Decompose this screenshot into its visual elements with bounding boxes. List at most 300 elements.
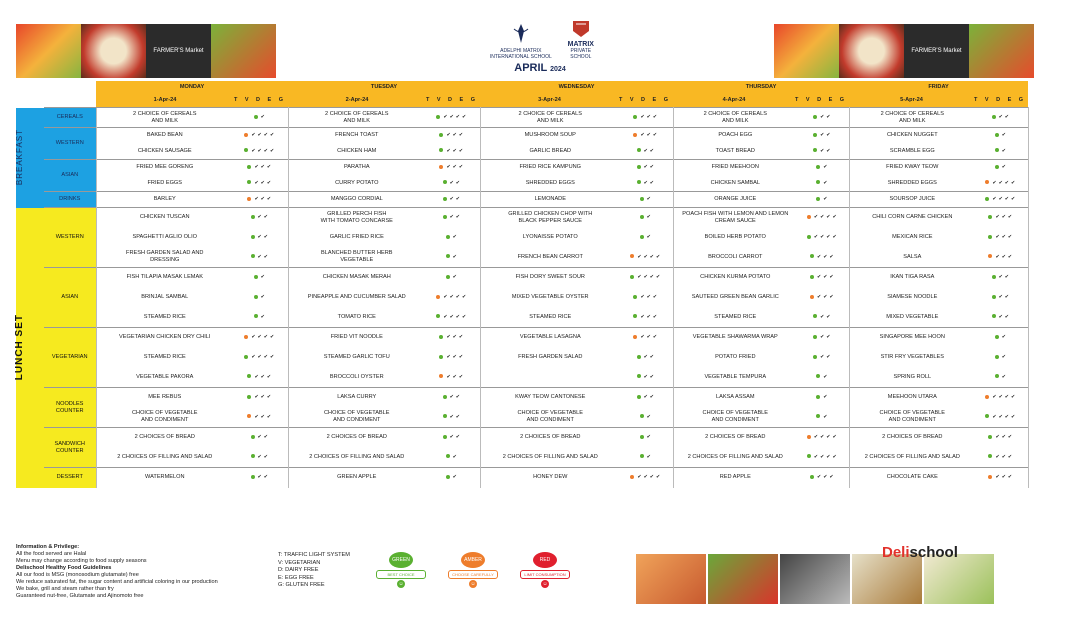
traffic-light-dot — [810, 475, 814, 479]
check-mark-icon: ✔ — [820, 114, 825, 120]
check-mark-icon: ✔ — [637, 274, 642, 281]
traffic-light-dot — [443, 435, 447, 439]
dish-name: SPRING ROLL — [849, 368, 975, 388]
dietary-tags — [620, 368, 673, 388]
menu-table — [16, 81, 1029, 488]
dietary-tags — [620, 128, 673, 144]
check-mark-icon: ✔ — [1004, 179, 1009, 186]
traffic-light-dot — [985, 180, 989, 184]
check-mark-icon: ✔ — [1011, 179, 1016, 186]
check-mark-icon: ✔ — [649, 394, 654, 401]
traffic-light-dot — [813, 133, 817, 137]
date-header — [849, 93, 1028, 108]
check-mark-icon: ✔ — [458, 354, 464, 360]
dietary-tags — [425, 308, 480, 328]
dish-name: 2 CHOICE OF CEREALS AND MILK — [480, 108, 620, 128]
dish-name: STEAMED RICE — [96, 308, 233, 328]
traffic-light-dot — [446, 235, 450, 239]
check-mark-icon: ✔ — [452, 274, 457, 281]
dish-name: SPAGHETTI AGLIO OLIO — [96, 228, 233, 248]
check-mark-icon: ✔ — [446, 132, 451, 139]
traffic-light-dot — [992, 275, 996, 279]
dish-name: VEGETABLE SHAWARMA WRAP — [673, 328, 797, 348]
check-mark-icon: ✔ — [998, 196, 1003, 202]
dish-name: SCRAMBLE EGG — [849, 144, 975, 160]
date-header — [480, 93, 673, 108]
dietary-tags — [620, 308, 673, 328]
traffic-light-dot — [807, 454, 811, 458]
traffic-light-dot — [640, 197, 644, 201]
check-mark-icon: ✔ — [251, 147, 256, 154]
dish-name: MUSHROOM SOUP — [480, 128, 620, 144]
date-header — [673, 93, 849, 108]
check-mark-icon: ✔ — [455, 434, 460, 441]
check-mark-icon: ✔ — [640, 294, 645, 300]
dietary-tags — [620, 192, 673, 208]
traffic-light-dot — [816, 197, 820, 201]
dietary-tags — [620, 176, 673, 192]
traffic-light-dot — [633, 133, 637, 137]
dish-name: MEXICAN RICE — [849, 228, 975, 248]
light-badge: RED — [533, 552, 557, 568]
check-mark-icon: ✔ — [449, 413, 454, 420]
traffic-light-dot — [995, 165, 999, 169]
traffic-light-dot — [816, 374, 820, 378]
check-mark-icon: ✔ — [649, 354, 654, 360]
check-mark-icon: ✔ — [1004, 313, 1009, 320]
dietary-tags — [797, 408, 849, 428]
check-mark-icon: ✔ — [640, 313, 645, 320]
traffic-light-dot — [247, 374, 251, 378]
smiley-icon: ☺ — [542, 581, 548, 587]
check-mark-icon: ✔ — [655, 253, 661, 260]
dietary-tags — [797, 160, 849, 176]
check-mark-icon: ✔ — [832, 234, 837, 240]
check-mark-icon: ✔ — [452, 234, 457, 240]
dietary-tags — [975, 176, 1028, 192]
traffic-light-dot — [988, 454, 992, 458]
traffic-light-dot — [985, 197, 989, 201]
tag-columns-label: T V D E G — [618, 96, 672, 103]
check-mark-icon: ✔ — [1001, 373, 1006, 380]
category-label: ASIAN — [44, 268, 96, 328]
traffic-light-dot — [813, 115, 817, 119]
check-mark-icon: ✔ — [829, 274, 834, 281]
check-mark-icon: ✔ — [455, 413, 460, 420]
check-mark-icon: ✔ — [254, 196, 259, 202]
check-mark-icon: ✔ — [646, 313, 651, 320]
dish-name: BLANCHED BUTTER HERB VEGETABLE — [288, 248, 425, 268]
traffic-light-dot — [630, 475, 634, 479]
check-mark-icon: ✔ — [449, 394, 454, 401]
check-mark-icon: ✔ — [257, 474, 262, 481]
check-mark-icon: ✔ — [263, 253, 268, 260]
traffic-light-dot — [988, 435, 992, 439]
traffic-light-dot — [637, 374, 641, 378]
traffic-light-dot — [244, 133, 248, 137]
traffic-light-red — [520, 552, 570, 588]
dietary-tags — [975, 288, 1028, 308]
traffic-light-dot — [995, 374, 999, 378]
dietary-tags — [233, 288, 288, 308]
check-mark-icon: ✔ — [820, 132, 825, 139]
category-label: NOODLES COUNTER — [44, 388, 96, 428]
check-mark-icon: ✔ — [649, 274, 654, 281]
check-mark-icon: ✔ — [813, 214, 819, 221]
dish-name: 2 CHOICES OF BREAD — [480, 428, 620, 448]
check-mark-icon: ✔ — [452, 147, 457, 154]
check-mark-icon: ✔ — [1004, 274, 1009, 281]
check-mark-icon: ✔ — [266, 413, 272, 420]
check-mark-icon: ✔ — [829, 474, 834, 481]
dietary-tags — [425, 348, 480, 368]
traffic-light-dot — [816, 395, 820, 399]
check-mark-icon: ✔ — [449, 196, 454, 202]
check-mark-icon: ✔ — [260, 294, 265, 300]
dish-name: LAKSA ASSAM — [673, 388, 797, 408]
dietary-tags — [620, 108, 673, 128]
traffic-light-dot — [439, 355, 443, 359]
tag-columns-label: T V D E G — [973, 96, 1027, 103]
check-mark-icon: ✔ — [257, 354, 262, 360]
dietary-tags — [975, 208, 1028, 228]
check-mark-icon: ✔ — [640, 114, 645, 120]
school-branding — [484, 24, 596, 74]
check-mark-icon: ✔ — [646, 214, 651, 221]
dietary-tags — [620, 248, 673, 268]
check-mark-icon: ✔ — [826, 453, 831, 460]
traffic-light-dot — [443, 414, 447, 418]
check-mark-icon: ✔ — [251, 354, 256, 360]
dish-name: MIXED VEGETABLE — [849, 308, 975, 328]
dietary-tags — [975, 128, 1028, 144]
dietary-tags — [233, 208, 288, 228]
check-mark-icon: ✔ — [263, 132, 268, 139]
dish-name: PARATHA — [288, 160, 425, 176]
check-mark-icon: ✔ — [269, 334, 275, 341]
check-mark-icon: ✔ — [452, 132, 457, 139]
traffic-light-dot — [813, 148, 817, 152]
dietary-tags — [797, 176, 849, 192]
check-mark-icon: ✔ — [449, 214, 454, 221]
check-mark-icon: ✔ — [455, 394, 460, 401]
traffic-light-dot — [254, 314, 258, 318]
dish-name: POTATO FRIED — [673, 348, 797, 368]
traffic-light-dot — [813, 335, 817, 339]
date-header — [96, 93, 288, 108]
tag-legend: T: TRAFFIC LIGHT SYSTEM V: VEGETARIAN D: DAIRY FREE E: EGG FREE G: GLUTEN FREE — [278, 552, 350, 588]
dish-name: CHILI CORN CARNE CHICKEN — [849, 208, 975, 228]
information-panel: Information & Privilege: All the food served are Halal Menu may change according to food supply seasons Delischool Healthy Food Guidelines All our food is MSG (monosodium glutamate) free We reduce saturated fat, the sugar content and artificial coloring in our production We bake, grill and steam rather than fry Guaranteed nut-free, Glutamate and Ajinomoto free — [16, 544, 218, 599]
check-mark-icon: ✔ — [998, 413, 1003, 420]
check-mark-icon: ✔ — [449, 294, 454, 300]
traffic-light-dot — [244, 355, 248, 359]
check-mark-icon: ✔ — [1007, 214, 1013, 221]
dietary-tags — [797, 308, 849, 328]
day-header: MONDAY — [96, 81, 288, 93]
check-mark-icon: ✔ — [826, 214, 831, 221]
category-label: DESSERT — [44, 468, 96, 488]
check-mark-icon: ✔ — [452, 334, 457, 341]
check-mark-icon: ✔ — [649, 253, 654, 260]
check-mark-icon: ✔ — [260, 373, 265, 380]
traffic-light-dot — [633, 295, 637, 299]
check-mark-icon: ✔ — [823, 196, 828, 202]
check-mark-icon: ✔ — [1004, 294, 1009, 300]
check-mark-icon: ✔ — [1004, 196, 1009, 202]
traffic-light-dot — [436, 115, 440, 119]
check-mark-icon: ✔ — [816, 474, 822, 481]
traffic-light-dot — [988, 235, 992, 239]
check-mark-icon: ✔ — [813, 453, 819, 460]
dietary-tags — [425, 108, 480, 128]
check-mark-icon: ✔ — [813, 234, 819, 240]
dish-name: 2 CHOICE OF CEREALS AND MILK — [96, 108, 233, 128]
dish-name: CHICKEN SAMBAL — [673, 176, 797, 192]
dish-name: GARLIC FRIED RICE — [288, 228, 425, 248]
check-mark-icon: ✔ — [257, 214, 262, 221]
check-mark-icon: ✔ — [826, 334, 831, 341]
check-mark-icon: ✔ — [823, 179, 828, 186]
check-mark-icon: ✔ — [1001, 453, 1006, 460]
dish-name: 2 CHOICES OF FILLING AND SALAD — [480, 448, 620, 468]
dietary-tags — [797, 268, 849, 288]
dietary-tags — [425, 128, 480, 144]
adelphi-logo: ADELPHI MATRIX INTERNATIONAL SCHOOL — [484, 23, 558, 60]
check-mark-icon: ✔ — [269, 354, 275, 360]
check-mark-icon: ✔ — [1007, 453, 1013, 460]
dish-name: BRINJAL SAMBAL — [96, 288, 233, 308]
dish-name: STEAMED RICE — [480, 308, 620, 328]
category-label: WESTERN — [44, 208, 96, 268]
check-mark-icon: ✔ — [992, 196, 997, 202]
day-header: FRIDAY — [849, 81, 1028, 93]
check-mark-icon: ✔ — [257, 234, 262, 240]
check-mark-icon: ✔ — [643, 373, 648, 380]
dietary-tags — [233, 308, 288, 328]
dish-name: FRESH GARDEN SALAD — [480, 348, 620, 368]
dish-name: ORANGE JUICE — [673, 192, 797, 208]
check-mark-icon: ✔ — [1001, 132, 1006, 139]
traffic-light-dot — [251, 454, 255, 458]
traffic-light-dot — [446, 275, 450, 279]
dish-name: PINEAPPLE AND CUCUMBER SALAD — [288, 288, 425, 308]
dish-name: BOILED HERB POTATO — [673, 228, 797, 248]
tag-columns-label: T V D E G — [233, 96, 287, 103]
category-label: VEGETARIAN — [44, 328, 96, 388]
menu-row — [16, 208, 1028, 228]
dish-name: 2 CHOICES OF FILLING AND SALAD — [288, 448, 425, 468]
dietary-tags — [233, 160, 288, 176]
dish-name: 2 CHOICE OF CEREALS AND MILK — [288, 108, 425, 128]
traffic-light-dot — [446, 475, 450, 479]
check-mark-icon: ✔ — [646, 196, 651, 202]
check-mark-icon: ✔ — [823, 294, 828, 300]
dietary-tags — [233, 408, 288, 428]
check-mark-icon: ✔ — [452, 373, 457, 380]
dietary-tags — [425, 192, 480, 208]
chalkboard-sign: FARMER'S Market — [146, 24, 211, 78]
traffic-light-dot — [640, 435, 644, 439]
check-mark-icon: ✔ — [260, 394, 265, 401]
menu-row — [16, 368, 1028, 388]
dish-name: CHICKEN HAM — [288, 144, 425, 160]
right-food-banner — [774, 24, 1034, 78]
menu-row — [16, 108, 1028, 128]
traffic-light-dot — [247, 180, 251, 184]
check-mark-icon: ✔ — [826, 234, 831, 240]
dietary-tags — [233, 228, 288, 248]
traffic-light-dot — [640, 215, 644, 219]
traffic-light-dot — [813, 314, 817, 318]
dietary-tags — [797, 428, 849, 448]
dish-name: RED APPLE — [673, 468, 797, 488]
dietary-tags — [233, 268, 288, 288]
dish-name: GRILLED CHICKEN CHOP WITH BLACK PEPPER SAUCE — [480, 208, 620, 228]
traffic-light-dot — [443, 215, 447, 219]
traffic-light-dot — [443, 197, 447, 201]
check-mark-icon: ✔ — [820, 434, 825, 441]
traffic-light-dot — [630, 275, 634, 279]
check-mark-icon: ✔ — [655, 274, 661, 281]
dish-name: BARLEY — [96, 192, 233, 208]
menu-row — [16, 192, 1028, 208]
dietary-tags — [233, 144, 288, 160]
traffic-light-dot — [995, 133, 999, 137]
traffic-light-dot — [640, 414, 644, 418]
traffic-light-dot — [985, 395, 989, 399]
check-mark-icon: ✔ — [263, 453, 268, 460]
check-mark-icon: ✔ — [1001, 234, 1006, 240]
category-label: SANDWICH COUNTER — [44, 428, 96, 468]
dish-name: SOURSOP JUICE — [849, 192, 975, 208]
check-mark-icon: ✔ — [646, 132, 651, 139]
check-mark-icon: ✔ — [643, 164, 648, 171]
dish-name: MANGGO CORDIAL — [288, 192, 425, 208]
traffic-light-dot — [251, 254, 255, 258]
dietary-tags — [620, 468, 673, 488]
check-mark-icon: ✔ — [813, 434, 819, 441]
dietary-tags — [975, 144, 1028, 160]
check-mark-icon: ✔ — [820, 147, 825, 154]
dietary-tags — [975, 228, 1028, 248]
dietary-tags — [425, 228, 480, 248]
check-mark-icon: ✔ — [820, 334, 825, 341]
dietary-tags — [975, 248, 1028, 268]
check-mark-icon: ✔ — [649, 373, 654, 380]
dish-name: FRESH GARDEN SALAD AND DRESSING — [96, 248, 233, 268]
traffic-light-dot — [439, 133, 443, 137]
tag-columns-label: T V D E G — [794, 96, 848, 103]
dish-name: STEAMED GARLIC TOFU — [288, 348, 425, 368]
dish-name: FRIED VIT NOODLE — [288, 328, 425, 348]
traffic-light-dot — [446, 254, 450, 258]
category-label: WESTERN — [44, 128, 96, 160]
check-mark-icon: ✔ — [643, 147, 648, 154]
smiley-icon: ☺ — [398, 581, 404, 587]
check-mark-icon: ✔ — [1004, 114, 1009, 120]
dish-name: FRIED EGGS — [96, 176, 233, 192]
check-mark-icon: ✔ — [823, 253, 828, 260]
traffic-light-dot — [637, 165, 641, 169]
traffic-light-dot — [244, 148, 248, 152]
check-mark-icon: ✔ — [1001, 354, 1006, 360]
check-mark-icon: ✔ — [992, 413, 997, 420]
check-mark-icon: ✔ — [254, 164, 259, 171]
dish-name: FISH DORY SWEET SOUR — [480, 268, 620, 288]
check-mark-icon: ✔ — [455, 294, 460, 300]
traffic-light-dot — [254, 275, 258, 279]
dietary-tags — [620, 388, 673, 408]
dietary-tags — [233, 248, 288, 268]
check-mark-icon: ✔ — [646, 334, 651, 341]
traffic-light-dot — [436, 295, 440, 299]
dish-name: GRILLED PERCH FISH WITH TOMATO CONCARSE — [288, 208, 425, 228]
traffic-light-dot — [807, 435, 811, 439]
check-mark-icon: ✔ — [458, 164, 464, 171]
check-mark-icon: ✔ — [640, 334, 645, 341]
check-mark-icon: ✔ — [449, 434, 454, 441]
category-label: CEREALS — [44, 108, 96, 128]
check-mark-icon: ✔ — [823, 394, 828, 401]
traffic-light-dot — [446, 454, 450, 458]
check-mark-icon: ✔ — [455, 214, 460, 221]
dish-name: LAKSA CURRY — [288, 388, 425, 408]
check-mark-icon: ✔ — [257, 147, 262, 154]
check-mark-icon: ✔ — [443, 114, 448, 120]
check-mark-icon: ✔ — [449, 114, 454, 120]
traffic-light-dot — [988, 475, 992, 479]
check-mark-icon: ✔ — [266, 179, 272, 186]
dish-name: 2 CHOICES OF BREAD — [849, 428, 975, 448]
dietary-tags — [975, 328, 1028, 348]
date-label: 3-Apr-24 — [538, 96, 561, 103]
traffic-light-dot — [810, 295, 814, 299]
check-mark-icon: ✔ — [652, 132, 658, 139]
dish-name: IKAN TIGA RASA — [849, 268, 975, 288]
dish-name: STEAMED RICE — [96, 348, 233, 368]
check-mark-icon: ✔ — [649, 147, 654, 154]
dish-name: FISH TILAPIA MASAK LEMAK — [96, 268, 233, 288]
traffic-light-dot — [992, 115, 996, 119]
dish-name: CHICKEN KURMA POTATO — [673, 268, 797, 288]
check-mark-icon: ✔ — [260, 196, 265, 202]
dish-name: 2 CHOICES OF BREAD — [96, 428, 233, 448]
traffic-light-dot — [988, 254, 992, 258]
dietary-tags — [620, 268, 673, 288]
check-mark-icon: ✔ — [816, 253, 822, 260]
dietary-tags — [233, 428, 288, 448]
dietary-tags — [425, 408, 480, 428]
dietary-tags — [975, 388, 1028, 408]
check-mark-icon: ✔ — [257, 334, 262, 341]
traffic-light-dot — [807, 235, 811, 239]
dish-name: CHOICE OF VEGETABLE AND CONDIMENT — [288, 408, 425, 428]
traffic-light-dot — [816, 165, 820, 169]
menu-row — [16, 388, 1028, 408]
dietary-tags — [975, 368, 1028, 388]
check-mark-icon: ✔ — [992, 179, 997, 186]
dish-name: CHOICE OF VEGETABLE AND CONDIMENT — [849, 408, 975, 428]
check-mark-icon: ✔ — [646, 453, 651, 460]
traffic-light-dot — [247, 414, 251, 418]
dietary-tags — [425, 388, 480, 408]
traffic-light-dot — [247, 165, 251, 169]
check-mark-icon: ✔ — [995, 214, 1000, 221]
dish-name: GARLIC BREAD — [480, 144, 620, 160]
check-mark-icon: ✔ — [992, 394, 997, 401]
check-mark-icon: ✔ — [998, 274, 1003, 281]
